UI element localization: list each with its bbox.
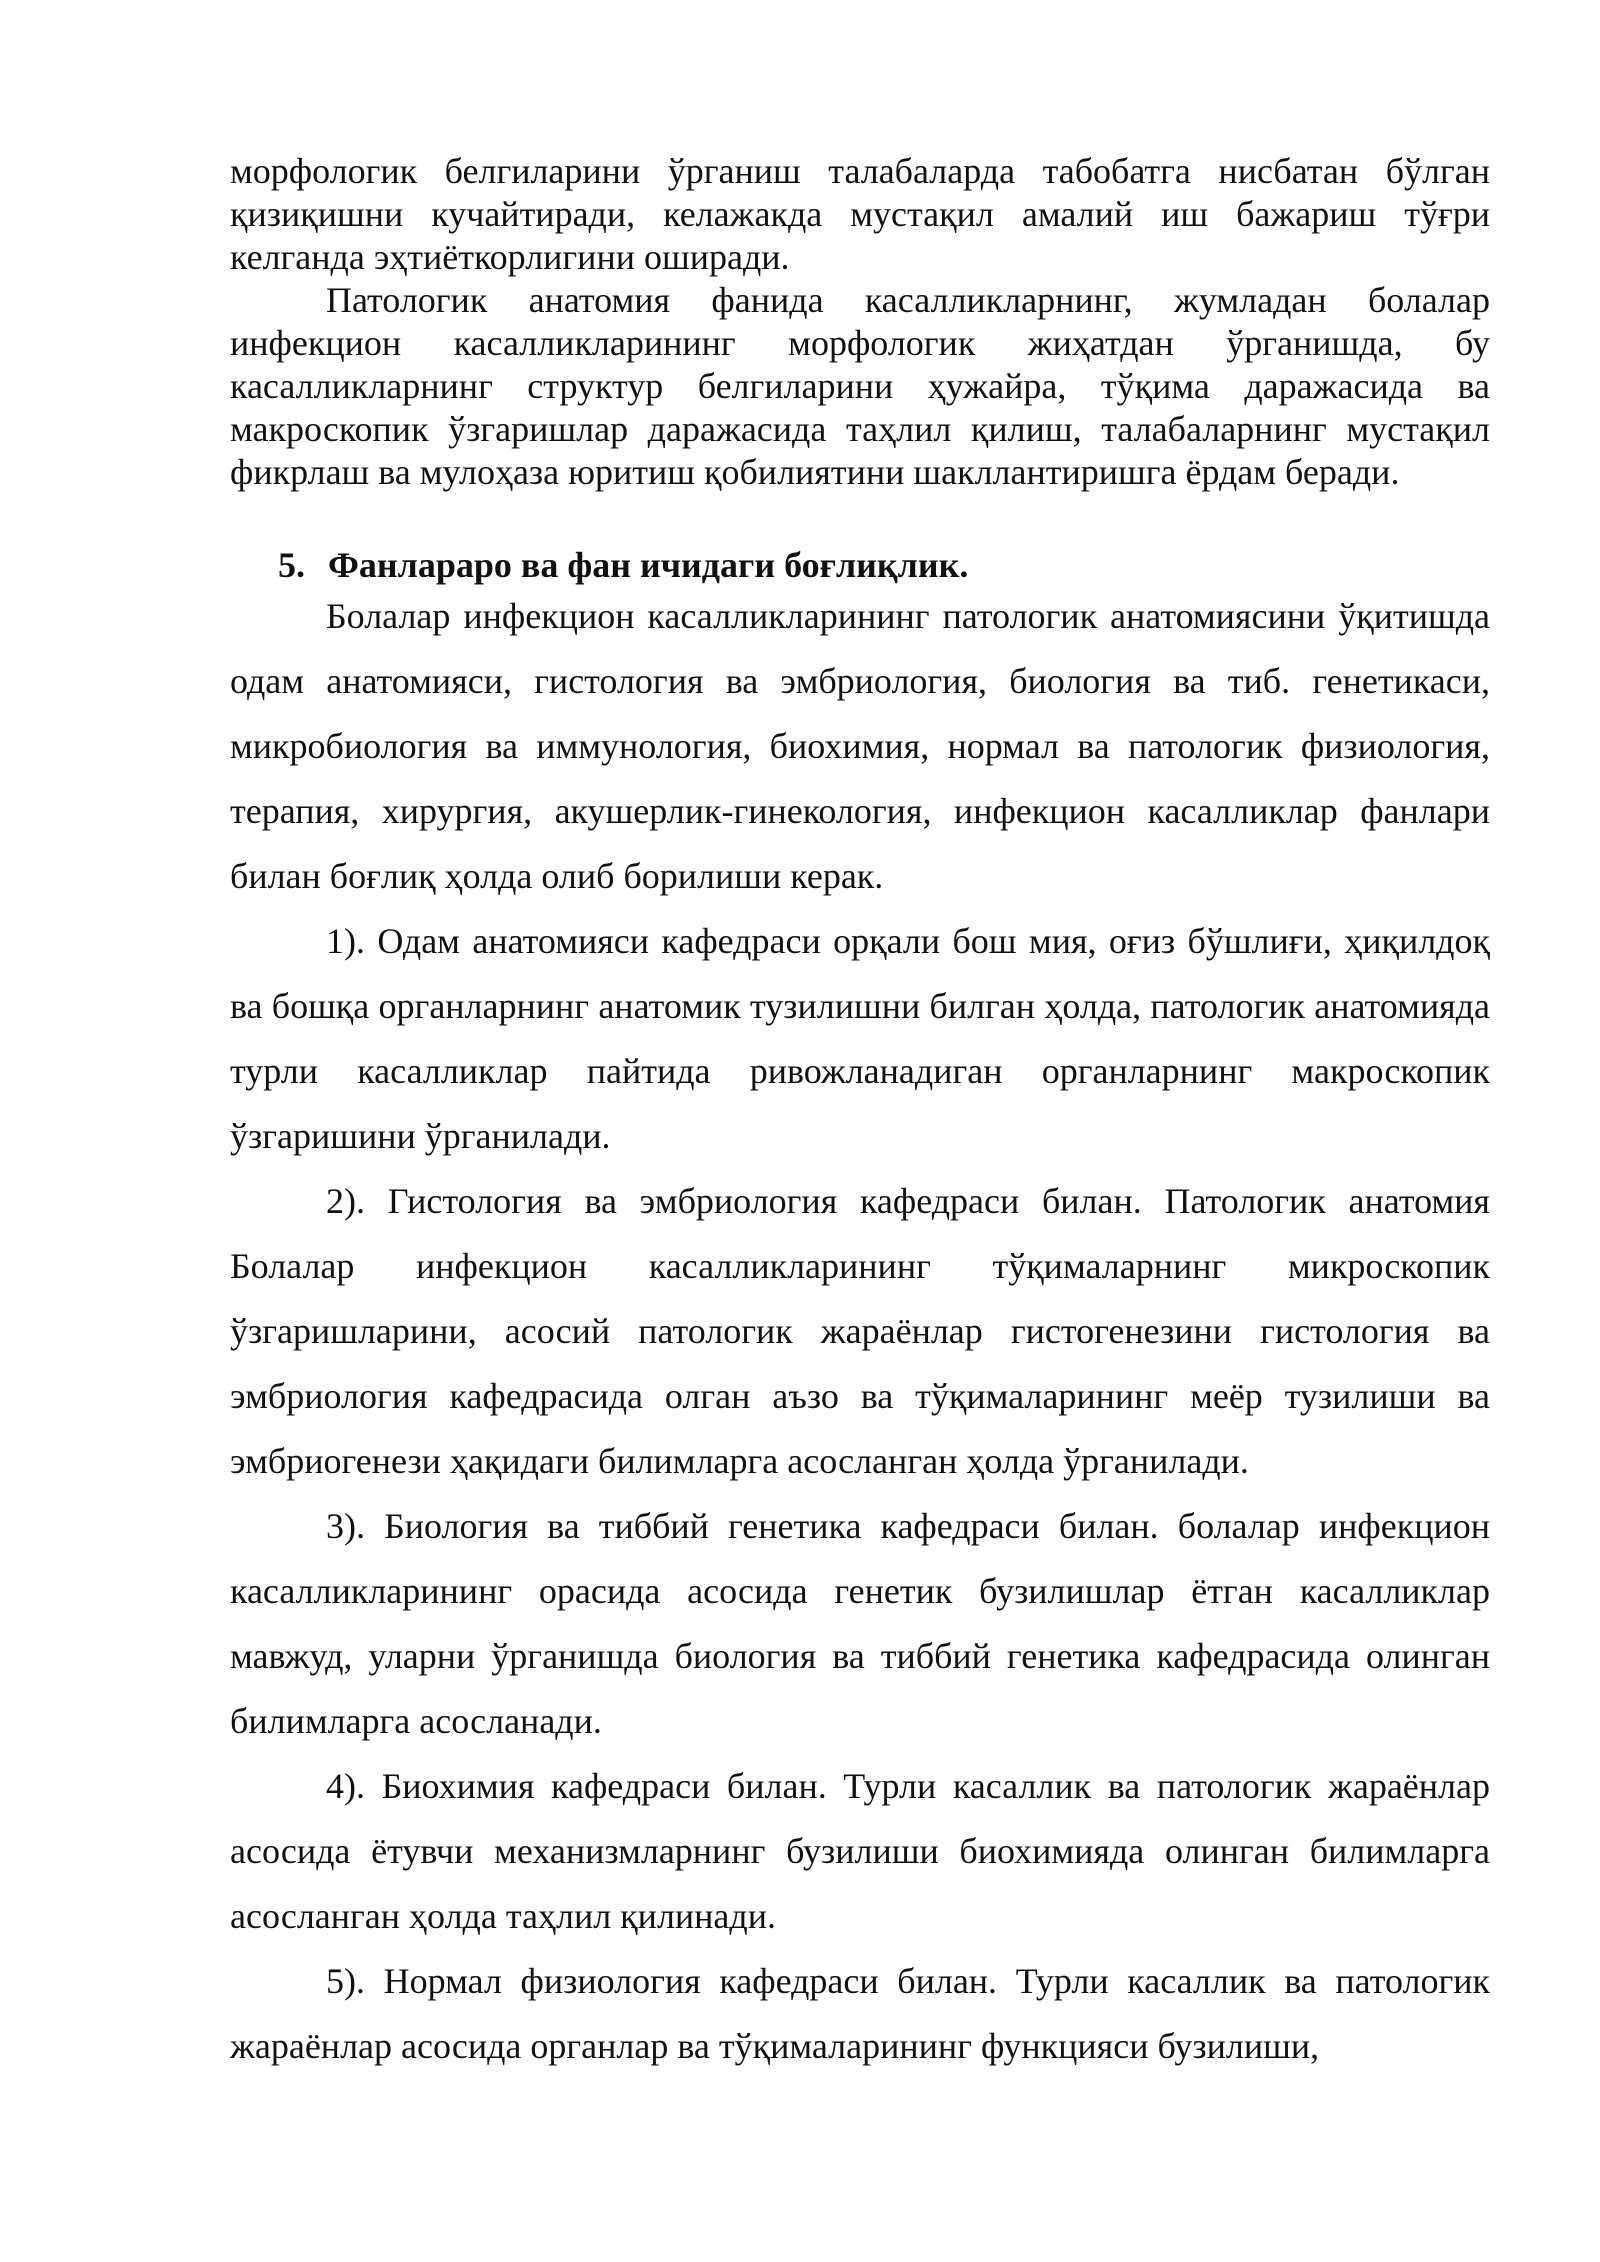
section-number: 5.: [278, 545, 305, 585]
section-heading: [278, 540, 968, 590]
paragraph-item-1: 1). Одам анатомияси кафедраси орқали бош мия, оғиз бўшлиғи, ҳиқилдоқ ва бошқа органларнинг анатомик тузилишни билган ҳолда, патологик анатомияда турли касалликлар пайтида ривожланадиган органларнинг макроскопик ўзгаришини ўрганилади.: [230, 921, 1490, 1156]
paragraph-item-2: 2). Гистология ва эмбриология кафедраси билан. Патологик анатомия Болалар инфекцион касалликларининг тўқималарнинг микроскопик ўзгаришларини, асосий патологик жараёнлар гистогенезини гистология ва эмбриология кафедрасида олган аъзо ва тўқималарининг меёр тузилиши ва эмбриогенези ҳақидаги билимларга асосланган ҳолда ўрганилади.: [230, 1181, 1490, 1481]
paragraph-item-5: 5). Нормал физиология кафедраси билан. Турли касаллик ва патологик жараёнлар асосида органлар ва тўқималарининг функцияси бузилиши,: [230, 1961, 1490, 2066]
main-text-block: [230, 584, 1490, 2079]
paragraph-item-4: 4). Биохимия кафедраси билан. Турли касаллик ва патологик жараёнлар асосида ётувчи механизмларнинг бузилиши биохимияда олинган билимларга асосланган ҳолда таҳлил қилинади.: [230, 1766, 1490, 1936]
section-title: Фанлараро ва фан ичидаги боғлиқлик.: [328, 545, 969, 585]
paragraph-continuation: морфологик белгиларини ўрганиш талабаларда табобатга нисбатан бўлган қизиқишни кучайтиради, келажакда мустақил амалий иш бажариш тўғри келганда эҳтиёткорлигини оширади.: [230, 151, 1490, 277]
paragraph-item-3: 3). Биология ва тиббий генетика кафедраси билан. болалар инфекцион касалликларининг орасида асосида генетик бузилишлар ётган касалликлар мавжуд, уларни ўрганишда биология ва тиббий генетика кафедрасида олинган билимларга асосланади.: [230, 1506, 1490, 1741]
top-text-block: [230, 150, 1490, 494]
paragraph-pathology: Патологик анатомия фанида касалликларнинг, жумладан болалар инфекцион касалликларининг морфологик жиҳатдан ўрганишда, бу касалликларнинг структур белгиларини ҳужайра, тўқима даражасида ва макроскопик ўзгаришлар даражасида таҳлил қилиш, талабаларнинг мустақил фикрлаш ва мулоҳаза юритиш қобилиятини шакллантиришга ёрдам беради.: [230, 280, 1490, 492]
paragraph-intro: Болалар инфекцион касалликларининг патологик анатомиясини ўқитишда одам анатомияси, гистология ва эмбриология, биология ва тиб. генетикаси, микробиология ва иммунология, биохимия, нормал ва патологик физиология, терапия, хирургия, акушерлик-гинекология, инфекцион касалликлар фанлари билан боғлиқ ҳолда олиб борилиши керак.: [230, 596, 1490, 896]
